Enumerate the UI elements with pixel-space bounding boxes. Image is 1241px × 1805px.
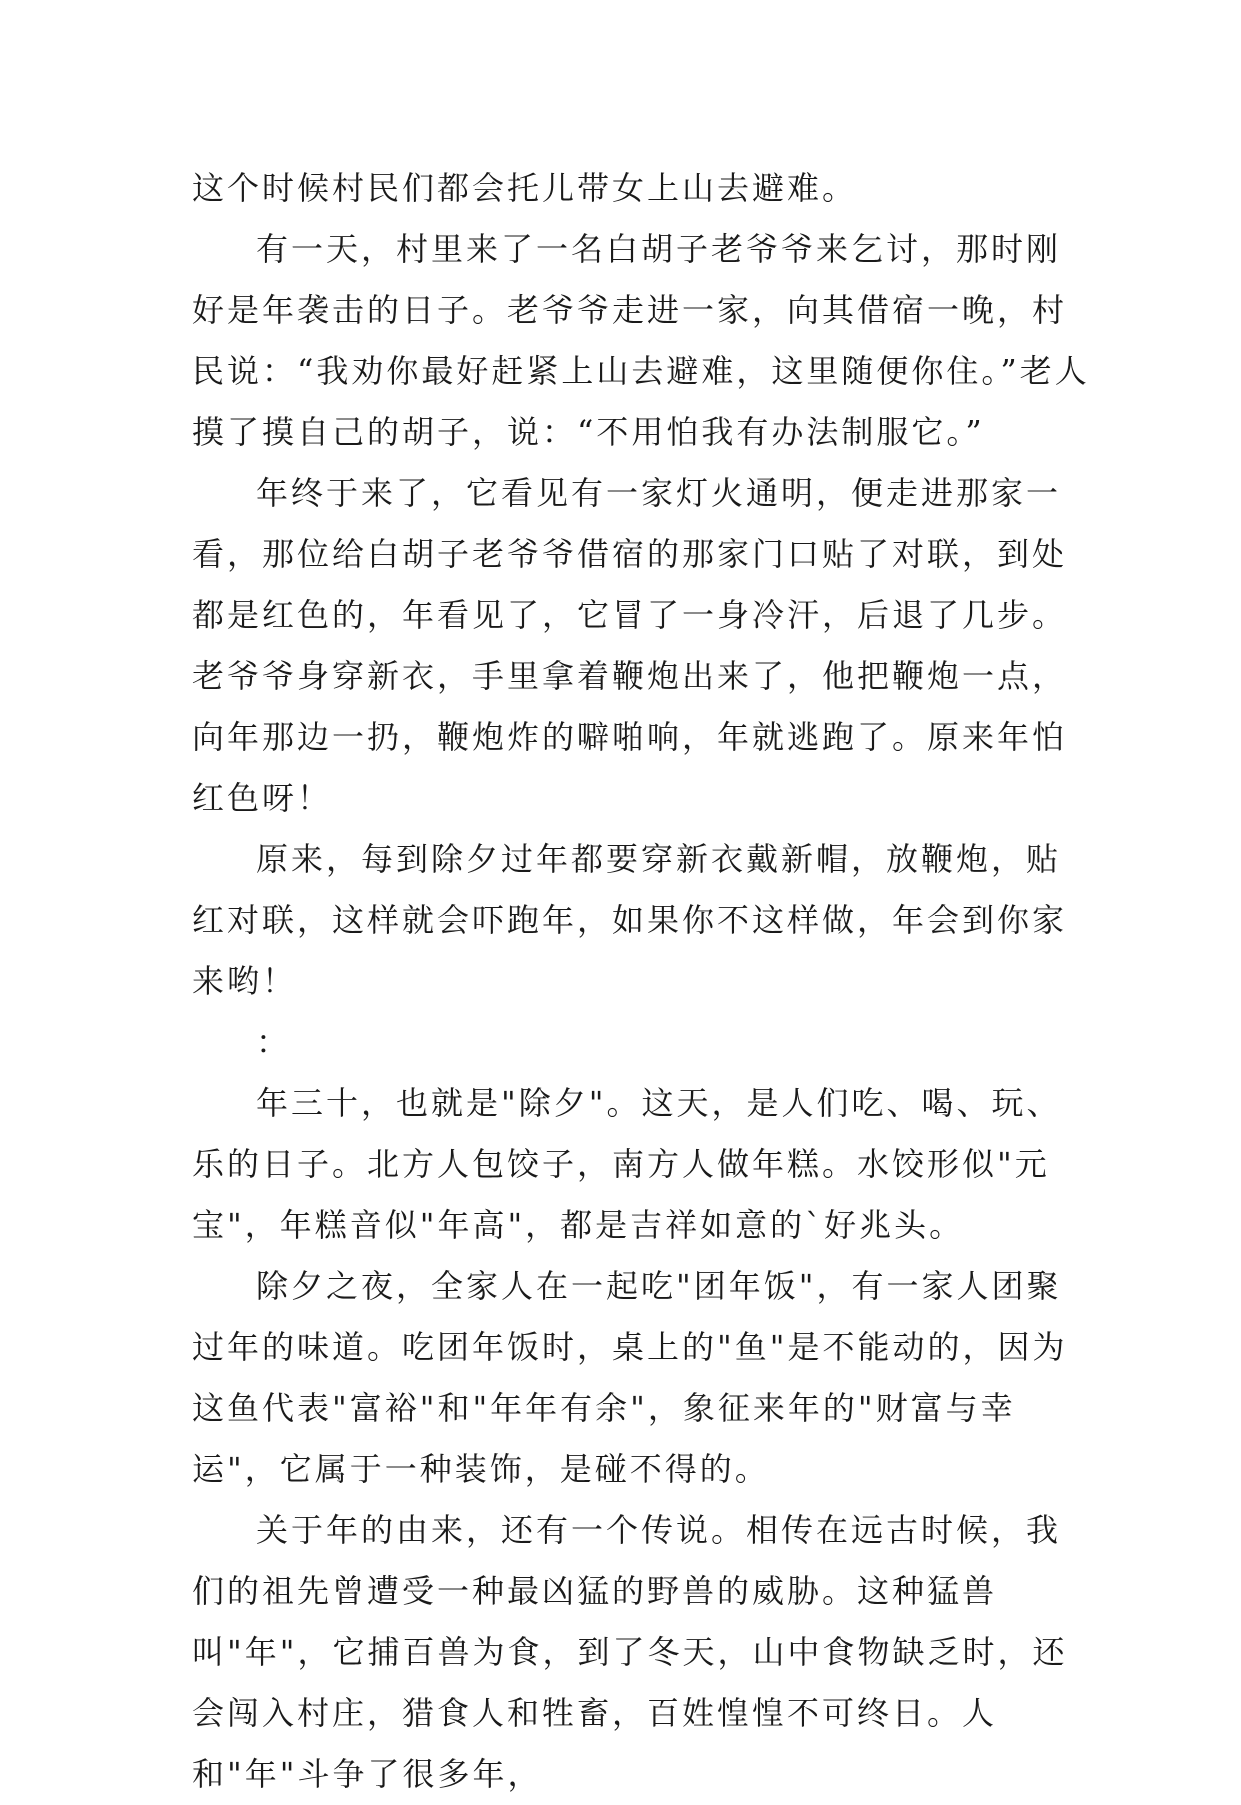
paragraph-reunion-dinner: 除夕之夜，全家人在一起吃"团年饭"，有一家人团聚过年的味道。吃团年饭时，桌上的"鱼"是不能动的，因为这鱼代表"富裕"和"年年有余"，象征来年的"财富与幸运"，它属于一种装饰，是碰不得的。 bbox=[192, 1267, 1068, 1488]
paragraph-nian-arrives: 年终于来了，它看见有一家灯火通明，便走进那家一看，那位给白胡子老爷爷借宿的那家门口贴了对联，到处都是红色的，年看见了，它冒了一身冷汗，后退了几步。老爷爷身穿新衣，手里拿着鞭炮出来了，他把鞭炮一点，向年那边一扔，鞭炮炸的噼啪响，年就逃跑了。原来年怕红色呀！ bbox=[192, 474, 1068, 817]
paragraph-colon: ： bbox=[256, 1023, 292, 1061]
document-body bbox=[192, 158, 1092, 1805]
paragraph-legend: 关于年的由来，还有一个传说。相传在远古时候，我们的祖先曾遭受一种最凶猛的野兽的威胁。这种猛兽叫"年"，它捕百兽为食，到了冬天，山中食物缺乏时，还会闯入村庄，猎食人和牲畜，百姓惶惶不可终日。人和"年"斗争了很多年， bbox=[192, 1511, 1068, 1793]
paragraph-custom-origin: 原来，每到除夕过年都要穿新衣戴新帽，放鞭炮，贴红对联，这样就会吓跑年，如果你不这样做，年会到你家来哟！ bbox=[192, 840, 1068, 1000]
paragraph-old-man-arrives: 有一天，村里来了一名白胡子老爷爷来乞讨，那时刚好是年袭击的日子。老爷爷走进一家，向其借宿一晚，村民说：“我劝你最好赶紧上山去避难，这里随便你住。”老人摸了摸自己的胡子，说：“不用怕我有办法制服它。” bbox=[192, 230, 1090, 451]
paragraph-new-years-eve: 年三十，也就是"除夕"。这天，是人们吃、喝、玩、乐的日子。北方人包饺子，南方人做年糕。水饺形似"元宝"，年糕音似"年高"，都是吉祥如意的`好兆头。 bbox=[192, 1084, 1062, 1244]
paragraph-continuation: 这个时候村民们都会托儿带女上山去避难。 bbox=[192, 169, 858, 207]
